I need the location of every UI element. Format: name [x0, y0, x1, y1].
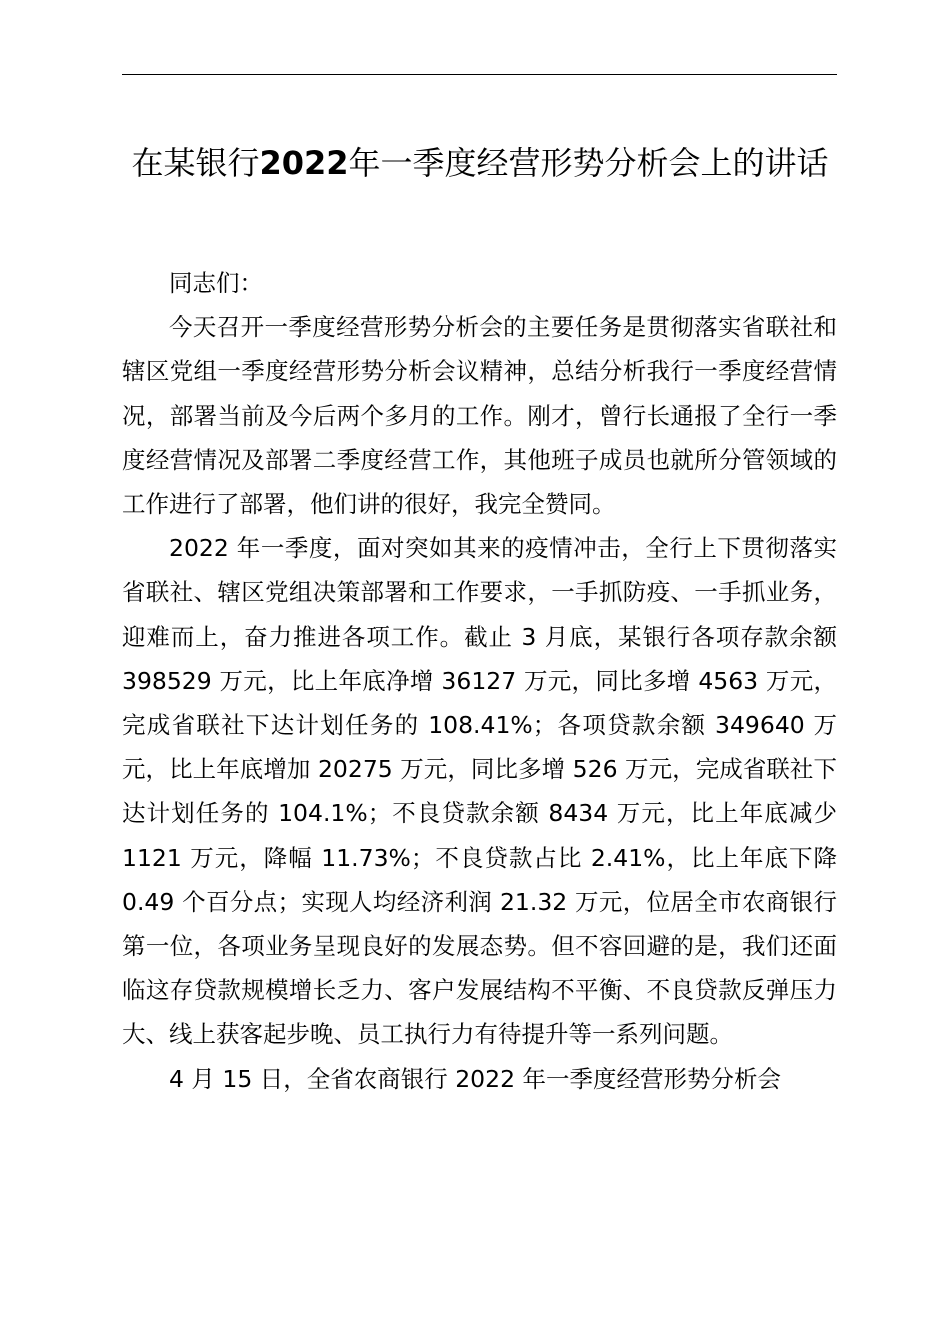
title-suffix: 年一季度经营形势分析会上的讲话	[348, 144, 829, 182]
paragraph-1: 今天召开一季度经营形势分析会的主要任务是贯彻落实省联社和辖区党组一季度经营形势分析会议精神，总结分析我行一季度经营情况，部署当前及今后两个多月的工作。刚才，曾行长通报了全行一季度经营情况及部署二季度经营工作，其他班子成员也就所分管领域的工作进行了部署，他们讲的很好，我完全赞同。	[122, 313, 837, 519]
title-year: 2022	[259, 144, 349, 182]
paragraph-2: 2022 年一季度，面对突如其来的疫情冲击，全行上下贯彻落实省联社、辖区党组决策部署和工作要求，一手抓防疫、一手抓业务，迎难而上，奋力推进各项工作。截止 3 月底，某银行各项存款余额 398529 万元，比上年底净增 36127 万元，同比多增 4563 万元，完成省联社下达计划任务的 108.41%；各项贷款余额 349640 万元，比上年底增加 20275 万元，同比多增 526 万元，完成省联社下达计划任务的 104.1%；不良贷款余额 8434 万元，比上年底减少 1121 万元，降幅 11.73%；不良贷款占比 2.41%，比上年底下降 0.49 个百分点；实现人均经济利润 21.32 万元，位居全市农商银行第一位，各项业务呈现良好的发展态势。但不容回避的是，我们还面临这存贷款规模增长乏力、客户发展结构不平衡、不良贷款反弹压力大、线上获客起步晚、员工执行力有待提升等一系列问题。	[122, 534, 837, 1049]
title-prefix: 在某银行	[131, 144, 260, 182]
salutation: 同志们：	[169, 269, 263, 297]
paragraph-3: 4 月 15 日，全省农商银行 2022 年一季度经营形势分析会	[169, 1064, 782, 1093]
document-body	[122, 261, 837, 1101]
document-title	[110, 138, 850, 188]
header-rule	[122, 74, 837, 75]
